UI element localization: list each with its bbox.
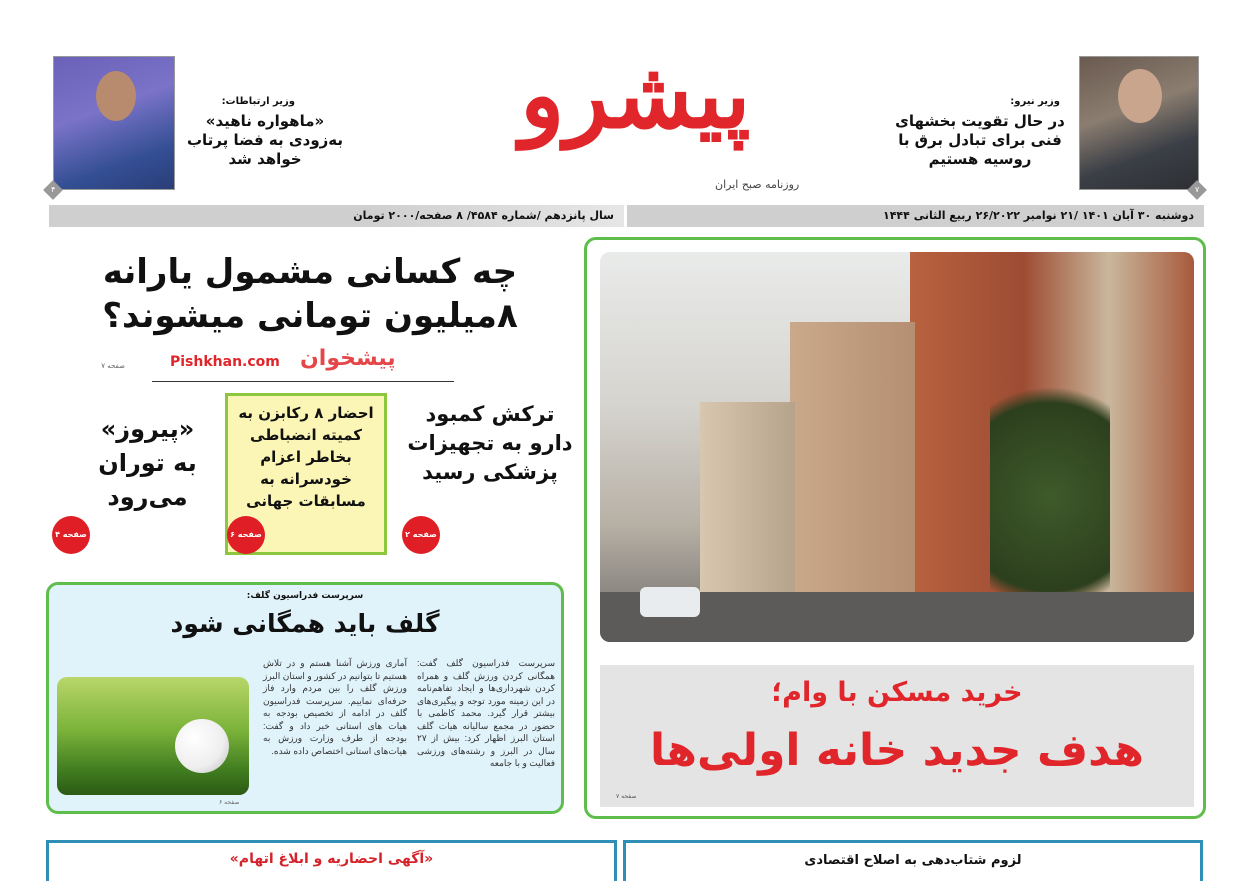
apartment-buildings-photo	[600, 252, 1194, 642]
main-kicker: خرید مسکن با وام؛	[771, 677, 1023, 708]
main-story-box[interactable]	[584, 237, 1206, 819]
page-badge[interactable]: صفحه ۴	[52, 516, 90, 554]
divider	[152, 381, 454, 382]
building	[790, 322, 915, 622]
logo-tagline: روزنامه صبح ایران	[715, 178, 800, 191]
story-kicker: سرپرست فدراسیون گلف:	[246, 591, 364, 601]
issue-bar: سال پانزدهم /شماره ۴۵۸۴/ ۸ صفحه/۲۰۰۰ تومان	[49, 205, 624, 227]
lead-headline[interactable]: چه کسانی مشمول یارانه ۸میلیون تومانی میشوند؟	[102, 252, 518, 336]
notice-box[interactable]	[46, 840, 617, 881]
article-column: سرپرست فدراسیون گلف گفت: همگانی کردن ورزش گلف و همراه کردن شهرداری‌ها و ایجاد تفاهم‌نامه در این زمینه مورد توجه و پیگیری‌های بیشتر قرار گیرد. محمد کاظمی با حضور در مجمع سالیانه هیات گلف استان البرز اظهار کرد: بیش از ۲۷ سال در البرز و رشته‌های ورزشی فعالیت و با جامعه	[417, 658, 555, 768]
story-headline: گلف باید همگانی شود	[170, 609, 440, 638]
main-headline: هدف جدید خانه اولی‌ها	[650, 725, 1144, 776]
date-bar: دوشنبه ۳۰ آبان ۱۴۰۱ /۲۱ نوامبر ۲۶/۲۰۲۲ ربیع الثانی ۱۴۴۴	[627, 205, 1204, 227]
teaser-title[interactable]: در حال تقویت بخشهای فنی برای تبادل برق با روسیه هستیم	[895, 112, 1065, 168]
page-ref: صفحه ۷	[101, 362, 125, 370]
page-ref: صفحه ۶	[219, 799, 240, 806]
page-tag: ۴	[43, 180, 63, 200]
golf-story-box[interactable]	[46, 582, 564, 814]
story-headline: احضار ۸ رکابزن به کمیته انضباطی بخاطر اعزام خودسرانه به مسابقات جهانی	[238, 404, 374, 510]
minister-photo	[53, 56, 175, 190]
newspaper-logo: پیشرو	[520, 41, 751, 149]
watermark-url: Pishkhan.com	[170, 354, 280, 370]
page-badge[interactable]: صفحه ۶	[227, 516, 265, 554]
bottom-story-box[interactable]	[623, 840, 1203, 881]
story-headline[interactable]: ترکش کمبود دارو به تجهیزات پزشکی رسید	[407, 402, 573, 484]
page-ref: صفحه ۷	[616, 793, 637, 800]
watermark: پیشخوان	[300, 346, 396, 371]
story-headline: لزوم شتاب‌دهی به اصلاح اقتصادی	[804, 853, 1022, 868]
story-headline[interactable]: «پیروز» به توران می‌رود	[98, 415, 197, 511]
golf-ball	[175, 719, 229, 773]
notice-headline: «آگهی احضاریه و ابلاغ اتهام»	[229, 851, 434, 867]
teaser-title[interactable]: «ماهواره ناهید» به‌زودی به فضا پرتاب خواهد شد	[186, 112, 344, 168]
car	[640, 587, 700, 617]
main-headline-box	[600, 665, 1194, 807]
page-badge[interactable]: صفحه ۲	[402, 516, 440, 554]
teaser-kicker: وزیر نیرو:	[1010, 96, 1060, 107]
building	[700, 402, 795, 612]
page-tag: ۷	[1187, 180, 1207, 200]
golf-ball-photo	[57, 677, 249, 795]
teaser-kicker: وزیر ارتباطات:	[221, 96, 295, 107]
minister-photo	[1079, 56, 1199, 190]
article-column: آماری ورزش آشنا هستم و در تلاش هستیم تا بتوانیم در کشور و استان البرز ورزش گلف را بین مردم وارد فاز حرفه‌ای نماییم. سرپرست فدراسیون گلف در ادامه از تخصیص بودجه به هیات های استانی خبر داد و گفت: بودجه از طرف وزارت ورزش به هیات‌های استانی اختصاص داده شده.	[263, 658, 407, 756]
